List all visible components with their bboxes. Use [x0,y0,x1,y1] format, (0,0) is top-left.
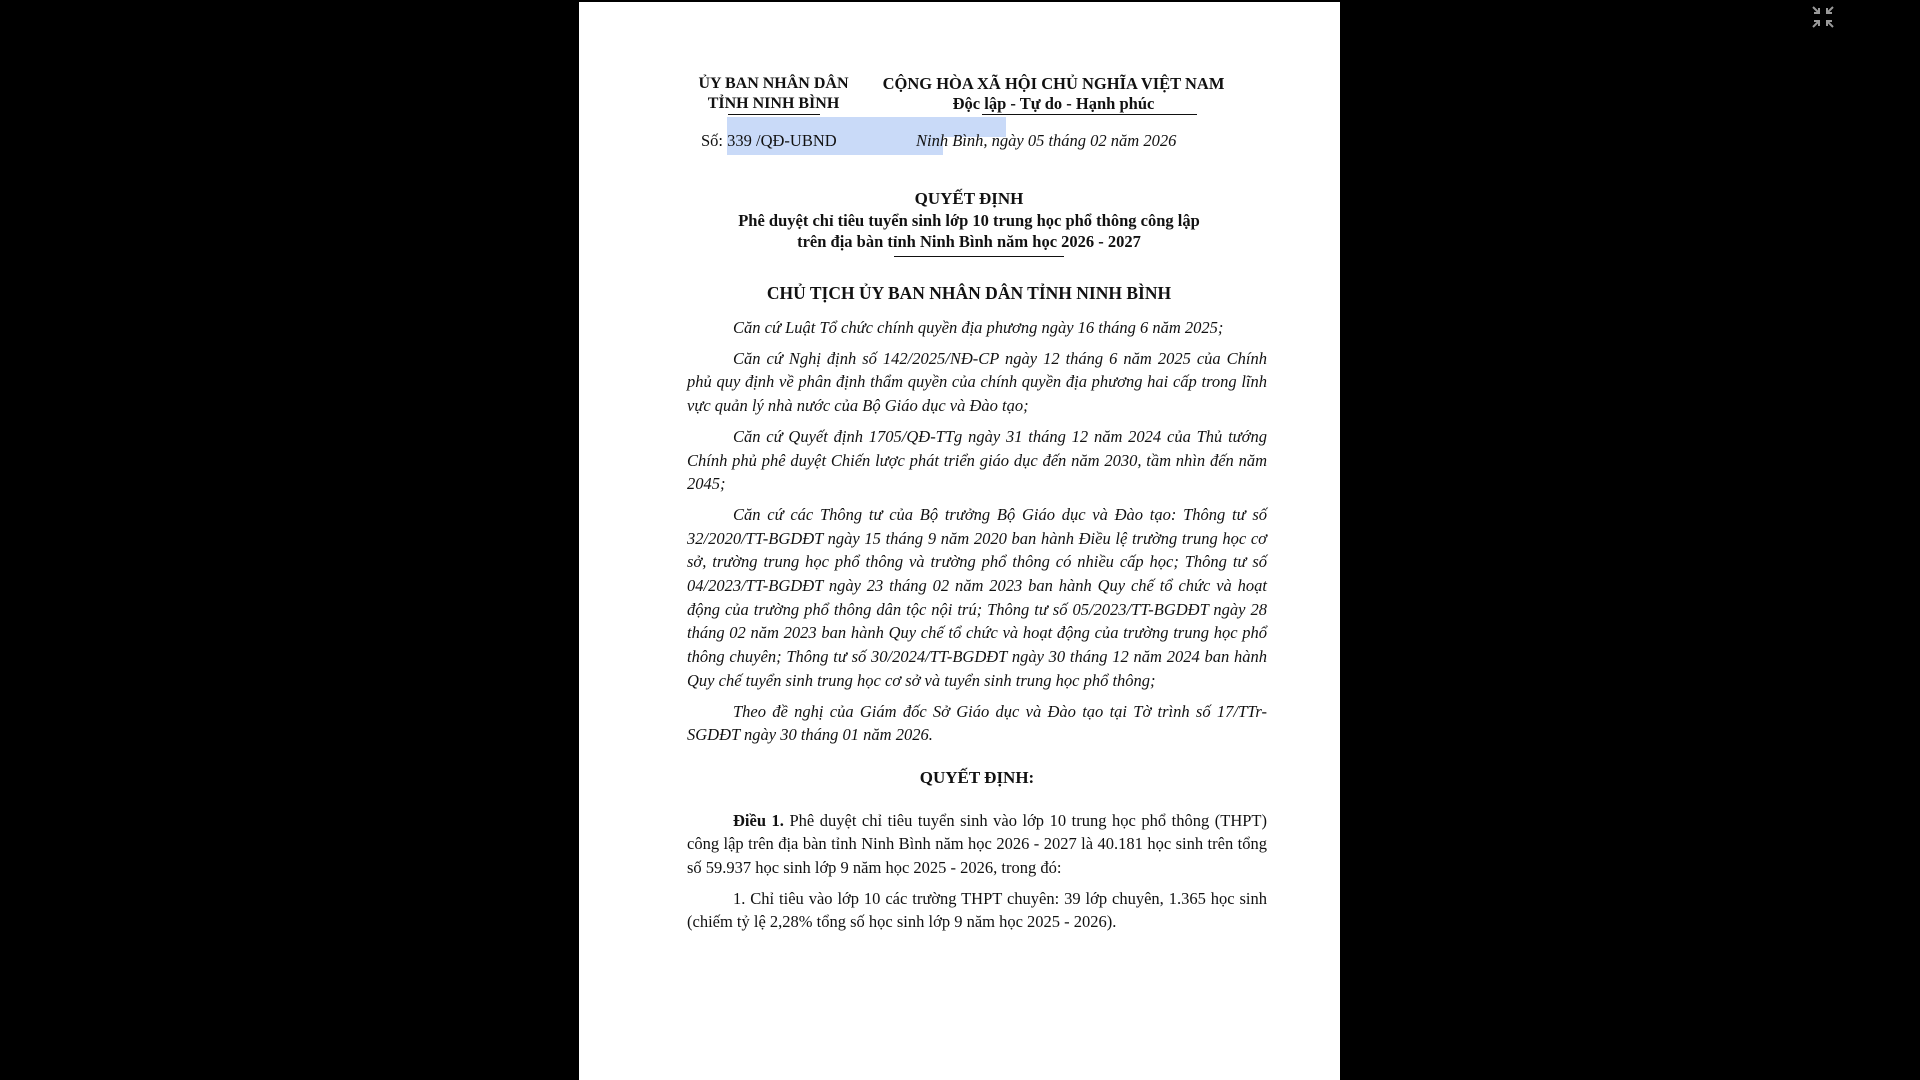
exit-fullscreen-icon[interactable] [1810,4,1836,30]
article-1 [687,809,1267,880]
chairman-heading: CHỦ TỊCH ỦY BAN NHÂN DÂN TỈNH NINH BÌNH [766,283,1172,303]
document-number: Số: 339 /QĐ-UBND [701,131,837,150]
title-underline [894,256,1064,257]
motto-underline [982,114,1197,115]
article-1-text: Phê duyệt chỉ tiêu tuyển sinh vào lớp 10 trung học phổ thông (THPT) công lập trên địa bàn tỉnh Ninh Bình năm học 2026 - 2027 là 40.181 học sinh trên tổng số 59.937 học sinh lớp 9 năm học 2025 - 2026, trong đó: [687,810,1267,878]
preamble-paragraph: Căn cứ các Thông tư của Bộ trưởng Bộ Giáo dục và Đào tạo: Thông tư số 32/2020/TT-BGDĐT ngày 15 tháng 9 năm 2020 ban hành Điều lệ trường trung học cơ sở, trường trung học phổ thông và trường phổ thông có nhiều cấp học; Thông tư số 04/2023/TT-BGDĐT ngày 23 tháng 02 năm 2023 ban hành Quy chế tổ chức và hoạt động của trường phổ thông dân tộc nội trú; Thông tư số 05/2023/TT-BGDĐT ngày 28 tháng 02 năm 2023 ban hành Quy chế tổ chức và hoạt động của trường trung học phổ thông chuyên; Thông tư số 30/2024/TT-BGDĐT ngày 30 tháng 12 năm 2024 ban hành Quy chế tuyển sinh trung học cơ sở và tuyển sinh trung học phổ thông; [687,504,1267,690]
preamble-paragraph: Theo đề nghị của Giám đốc Sở Giáo dục và Đào tạo tại Tờ trình số 17/TTr-SGDĐT ngày 30 tháng 01 năm 2026. [687,701,1267,745]
agency-underline [728,114,820,115]
preamble-paragraph: Căn cứ Luật Tổ chức chính quyền địa phương ngày 16 tháng 6 năm 2025; [733,318,1224,337]
decision-heading: QUYẾT ĐỊNH: [919,767,1035,787]
article-1-label: Điều 1. [733,810,784,830]
title-line-1: Phê duyệt chỉ tiêu tuyển sinh lớp 10 trung học phổ thông công lập [738,211,1200,230]
title-line-2: trên địa bàn tỉnh Ninh Bình năm học 2026 - 2027 [797,232,1141,251]
preamble-paragraph: Căn cứ Nghị định số 142/2025/NĐ-CP ngày 12 tháng 6 năm 2025 của Chính phủ quy định về phân định thẩm quyền của chính quyền địa phương hai cấp trong lĩnh vực quản lý nhà nước của Bộ Giáo dục và Đào tạo; [687,348,1267,416]
title-main: QUYẾT ĐỊNH [914,189,1024,208]
document-page [579,2,1340,1080]
article-1-item-1: 1. Chỉ tiêu vào lớp 10 các trường THPT chuyên: 39 lớp chuyên, 1.365 học sinh (chiếm tỷ lệ 2,28% tổng số học sinh lớp 9 năm học 2025 - 2026). [687,888,1267,932]
preamble-paragraph: Căn cứ Quyết định 1705/QĐ-TTg ngày 31 tháng 12 năm 2024 của Thủ tướng Chính phủ phê duyệt Chiến lược phát triển giáo dục đến năm 2030, tầm nhìn đến năm 2045; [687,426,1267,494]
document-date: Ninh Bình, ngày 05 tháng 02 năm 2026 [916,131,1177,150]
national-motto: CỘNG HÒA XÃ HỘI CHỦ NGHĨA VIỆT NAM Độc lập - Tự do - Hạnh phúc [882,74,1225,113]
issuing-agency: ỦY BAN NHÂN DÂN TỈNH NINH BÌNH [698,75,849,112]
document-header [686,74,1250,124]
decision-title [679,188,1259,252]
document-body [687,316,1267,941]
